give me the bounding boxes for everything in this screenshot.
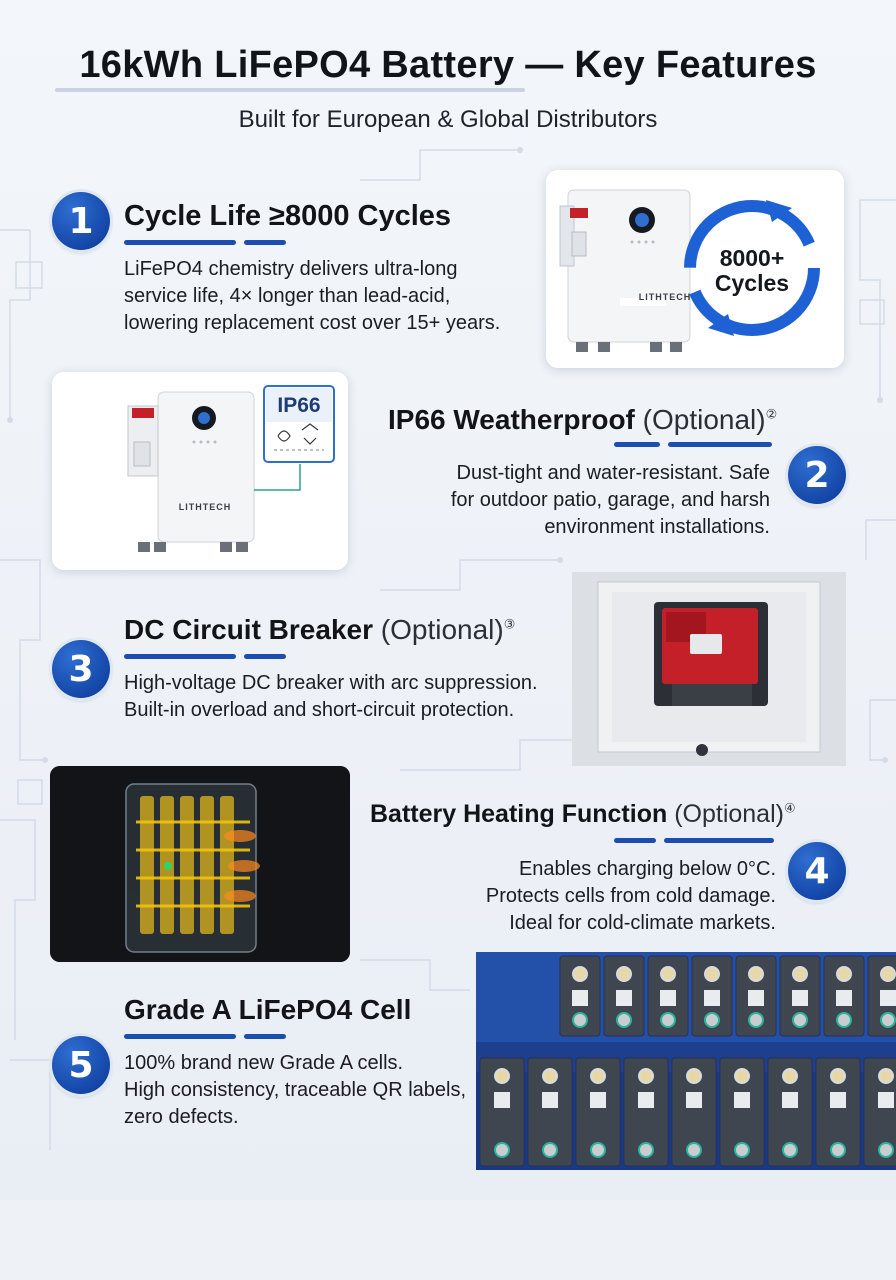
cell-terminal — [879, 1069, 893, 1083]
description-line: Dust-tight and water-resistant. Safe — [456, 462, 770, 484]
cell-terminal — [661, 1013, 675, 1027]
qr-label — [590, 1092, 606, 1108]
cells-illustration — [476, 952, 896, 1170]
ip66-label: IP66 — [277, 394, 321, 417]
cell-terminal — [591, 1069, 605, 1083]
description-line: for outdoor patio, garage, and harsh — [450, 489, 770, 511]
footnote-marker: ④ — [783, 800, 796, 816]
cell-terminal — [837, 967, 851, 981]
bottom-margin — [0, 1200, 896, 1280]
footnote-marker: ② — [765, 406, 778, 422]
cell-terminal — [831, 1069, 845, 1083]
cell-terminal — [881, 1013, 895, 1027]
description-line: Protects cells from cold damage. — [485, 885, 776, 907]
cell-terminal — [617, 1013, 631, 1027]
cell-terminal — [543, 1143, 557, 1157]
cell-terminal — [793, 967, 807, 981]
cycles-label — [694, 246, 810, 296]
cell-terminal — [783, 1069, 797, 1083]
cell-terminal — [783, 1143, 797, 1157]
description-line: LiFePO4 chemistry delivers ultra-long — [124, 258, 458, 280]
grade-a-cells-image — [476, 952, 896, 1170]
title-underline — [244, 1034, 286, 1039]
cell-terminal — [661, 967, 675, 981]
qr-label — [686, 1092, 702, 1108]
feature-title: Grade A LiFePO4 Cell — [124, 994, 412, 1025]
optional-tag: (Optional) — [642, 404, 766, 435]
breaker-illustration — [572, 572, 846, 766]
cell-terminal — [837, 1013, 851, 1027]
description-line: High-voltage DC breaker with arc suppression. — [124, 672, 538, 694]
title-underline — [124, 654, 236, 659]
cell-terminal — [573, 967, 587, 981]
cell-terminal — [881, 967, 895, 981]
title-underline — [664, 838, 774, 843]
qr-label — [878, 1092, 894, 1108]
brand-logo: LITHTECH — [638, 292, 692, 302]
feature-description — [124, 256, 500, 337]
feature-number-badge: 3 — [52, 640, 110, 698]
cell-terminal — [687, 1143, 701, 1157]
qr-label — [616, 990, 632, 1006]
cell-terminal — [639, 1143, 653, 1157]
qr-label — [748, 990, 764, 1006]
cell-terminal — [639, 1069, 653, 1083]
optional-tag: (Optional) — [674, 800, 784, 828]
cell-terminal — [749, 1013, 763, 1027]
brand-logo: LITHTECH — [178, 502, 232, 512]
qr-label — [660, 990, 676, 1006]
qr-label — [880, 990, 896, 1006]
title-underline — [124, 240, 236, 245]
cell-terminal — [735, 1069, 749, 1083]
description-line: environment installations. — [544, 516, 770, 538]
page-subtitle: Built for European & Global Distributors — [238, 106, 658, 133]
feature-number-badge: 2 — [788, 446, 846, 504]
footnote-marker: ③ — [503, 616, 516, 632]
feature-description — [486, 856, 776, 937]
description-line: Enables charging below 0°C. — [518, 858, 776, 880]
qr-label — [542, 1092, 558, 1108]
description-line: zero defects. — [124, 1106, 239, 1128]
cell-terminal — [687, 1069, 701, 1083]
cell-terminal — [879, 1143, 893, 1157]
title-underline — [244, 654, 286, 659]
qr-label — [836, 990, 852, 1006]
title-underline — [614, 442, 660, 447]
feature-title — [124, 614, 515, 646]
qr-label — [792, 990, 808, 1006]
qr-label — [494, 1092, 510, 1108]
title-underline — [614, 838, 656, 843]
cell-terminal — [573, 1013, 587, 1027]
title-underline — [124, 1034, 236, 1039]
cell-terminal — [793, 1013, 807, 1027]
feature-number-badge: 4 — [788, 842, 846, 900]
feature-description — [451, 460, 770, 541]
feature-number-badge: 1 — [52, 192, 110, 250]
qr-label — [638, 1092, 654, 1108]
cycles-count: 8000+ — [719, 245, 785, 271]
title-highlight — [55, 88, 525, 92]
description-line: Ideal for cold-climate markets. — [509, 912, 776, 934]
qr-label — [572, 990, 588, 1006]
title-underline — [668, 442, 772, 447]
qr-label — [734, 1092, 750, 1108]
qr-label — [830, 1092, 846, 1108]
feature-title — [370, 800, 796, 829]
feature-title — [388, 404, 777, 436]
description-line: service life, 4× longer than lead-acid, — [124, 285, 451, 307]
cycles-text: Cycles — [714, 270, 790, 296]
cell-terminal — [591, 1143, 605, 1157]
description-line: 100% brand new Grade A cells. — [124, 1052, 404, 1074]
feature-number-badge: 5 — [52, 1036, 110, 1094]
qr-label — [704, 990, 720, 1006]
description-line: High consistency, traceable QR labels, — [124, 1079, 467, 1101]
cycle-life-image — [546, 170, 844, 368]
cell-terminal — [617, 967, 631, 981]
title-underline — [244, 240, 286, 245]
cell-terminal — [735, 1143, 749, 1157]
feature-title-text: IP66 Weatherproof — [388, 404, 635, 435]
cell-terminal — [705, 1013, 719, 1027]
feature-description — [124, 670, 538, 724]
qr-label — [782, 1092, 798, 1108]
cell-terminal — [831, 1143, 845, 1157]
optional-tag: (Optional) — [380, 614, 504, 645]
feature-description — [124, 1050, 466, 1131]
feature-title: Cycle Life ≥8000 Cycles — [124, 200, 452, 232]
page-title: 16kWh LiFePO4 Battery — Key Features — [79, 44, 817, 86]
cell-terminal — [495, 1143, 509, 1157]
heating-illustration — [50, 766, 350, 962]
ip66-image — [52, 372, 348, 570]
cell-terminal — [495, 1069, 509, 1083]
cell-terminal — [543, 1069, 557, 1083]
battery-heating-image — [50, 766, 350, 962]
description-line: lowering replacement cost over 15+ years. — [124, 312, 501, 334]
feature-title-text: DC Circuit Breaker — [124, 614, 373, 645]
feature-title-text: Battery Heating Function — [370, 800, 668, 828]
cell-terminal — [705, 967, 719, 981]
description-line: Built-in overload and short-circuit protection. — [124, 699, 515, 721]
cell-terminal — [749, 967, 763, 981]
circuit-breaker-image — [572, 572, 846, 766]
